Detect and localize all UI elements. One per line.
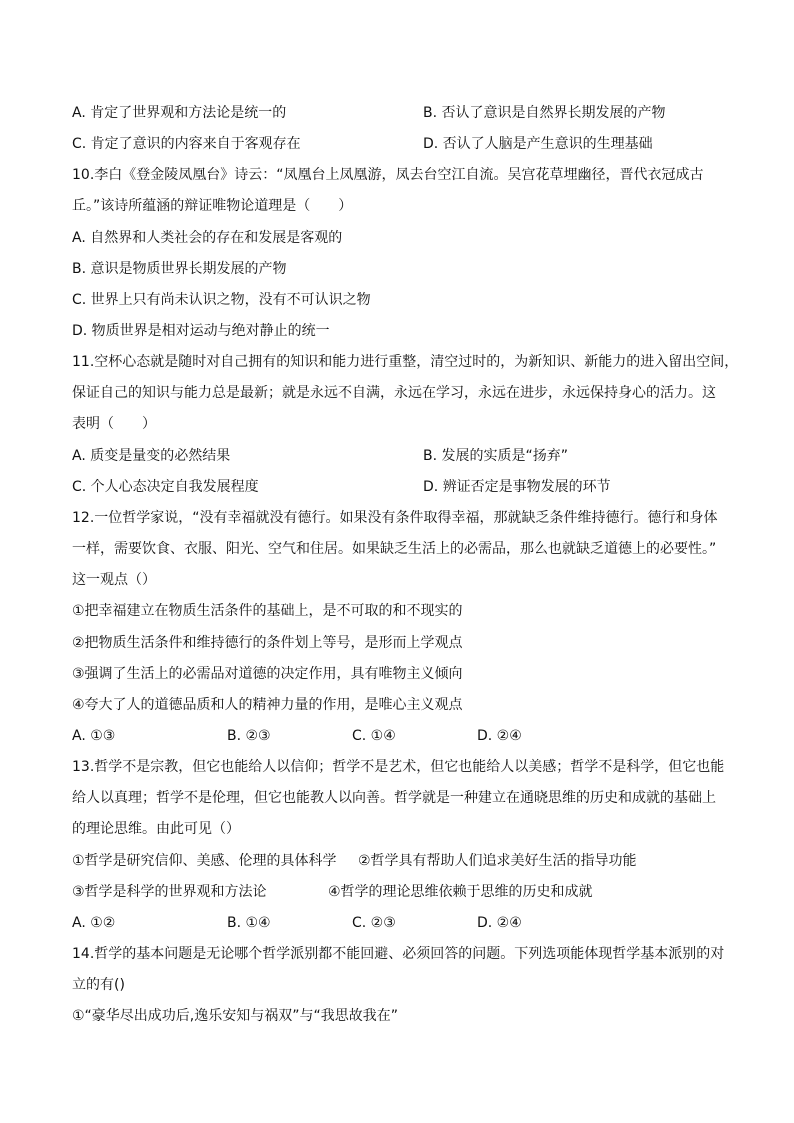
q11-options-row1 — [72, 447, 569, 465]
q10-option-d[interactable]: D. 物质世界是相对运动与绝对静止的统一 — [72, 323, 330, 339]
q11-options-row2 — [72, 478, 611, 496]
q10-option-a[interactable]: A. 自然界和人类社会的存在和发展是客观的 — [72, 230, 343, 246]
q13-statements-row1 — [72, 852, 637, 870]
q13-option-d[interactable]: D. ②④ — [477, 915, 522, 931]
q11-stem-line3: 表明（ ） — [72, 416, 156, 432]
q13-stem-line3: 的理论思维。由此可见（） — [72, 821, 240, 837]
q9-options-row1 — [72, 104, 666, 122]
q9-option-d[interactable]: D. 否认了人脑是产生意识的生理基础 — [423, 136, 653, 152]
q10-option-c[interactable]: C. 世界上只有尚未认识之物，没有不可认识之物 — [72, 292, 371, 308]
q12-option-b[interactable]: B. ②③ — [227, 728, 271, 744]
q11-option-b[interactable]: B. 发展的实质是“扬弃” — [423, 448, 569, 464]
q10-option-b[interactable]: B. 意识是物质世界长期发展的产物 — [72, 261, 287, 277]
q12-statement-2: ②把物质生活条件和维持德行的条件划上等号，是形而上学观点 — [72, 635, 463, 651]
q14-statement-1: ①“豪华尽出成功后,逸乐安知与祸双”与“我思故我在” — [72, 1008, 399, 1024]
q12-option-c[interactable]: C. ①④ — [352, 728, 396, 744]
q11-stem-line2: 保证自己的知识与能力总是最新；就是永远不自满，永远在学习，永远在进步，永远保持身心的活力。这 — [72, 385, 716, 401]
q13-statement-2: ②哲学具有帮助人们追求美好生活的指导功能 — [358, 853, 637, 869]
q12-statement-4: ④夸大了人的道德品质和人的精神力量的作用，是唯心主义观点 — [72, 697, 463, 713]
q12-statement-3: ③强调了生活上的必需品对道德的决定作用，具有唯物主义倾向 — [72, 666, 463, 682]
q11-option-a[interactable]: A. 质变是量变的必然结果 — [72, 448, 231, 464]
q13-option-b[interactable]: B. ①④ — [227, 915, 271, 931]
q9-option-c[interactable]: C. 肯定了意识的内容来自于客观存在 — [72, 136, 301, 152]
q11-stem-line1: 11.空杯心态就是随时对自己拥有的知识和能力进行重整，清空过时的，为新知识、新能力的进入留出空间， — [72, 354, 739, 370]
q10-stem-line2: 丘。”该诗所蕴涵的辩证唯物论道理是（ ） — [72, 198, 353, 214]
q13-option-c[interactable]: C. ②③ — [352, 915, 396, 931]
q9-option-a[interactable]: A. 肯定了世界观和方法论是统一的 — [72, 105, 287, 121]
q11-option-d[interactable]: D. 辨证否定是事物发展的环节 — [423, 479, 611, 495]
q13-stem-line2: 给人以真理；哲学不是伦理，但它也能教人以向善。哲学就是一种建立在通晓思维的历史和成就的基础上 — [72, 790, 716, 806]
q12-stem-line3: 这一观点（） — [72, 572, 156, 588]
q12-statement-1: ①把幸福建立在物质生活条件的基础上，是不可取的和不现实的 — [72, 603, 463, 619]
q14-stem-line1: 14.哲学的基本问题是无论哪个哲学派别都不能回避、必须回答的问题。下列选项能体现哲学基本派别的对 — [72, 946, 725, 962]
q13-statement-1: ①哲学是研究信仰、美感、伦理的具体科学 — [72, 853, 337, 869]
q12-stem-line2: 一样，需要饮食、衣服、阳光、空气和住居。如果缺乏生活上的必需品，那么也就缺乏道德上的必要性。” — [72, 541, 717, 557]
q12-option-d[interactable]: D. ②④ — [477, 728, 522, 744]
q13-statement-4: ④哲学的理论思维依赖于思维的历史和成就 — [328, 884, 593, 900]
q10-stem-line1: 10.李白《登金陵凤凰台》诗云：“凤凰台上凤凰游，凤去台空江自流。吴宫花草埋幽径，晋代衣冠成古 — [72, 167, 704, 183]
q11-option-c[interactable]: C. 个人心态决定自我发展程度 — [72, 479, 259, 495]
q13-statement-3: ③哲学是科学的世界观和方法论 — [72, 884, 267, 900]
q9-option-b[interactable]: B. 否认了意识是自然界长期发展的产物 — [423, 105, 666, 121]
q13-option-a[interactable]: A. ①② — [72, 915, 116, 931]
q13-statements-row2 — [72, 883, 593, 901]
q13-stem-line1: 13.哲学不是宗教，但它也能给人以信仰；哲学不是艺术，但它也能给人以美感；哲学不是科学，但它也能 — [72, 759, 725, 775]
q12-option-a[interactable]: A. ①③ — [72, 728, 116, 744]
q14-stem-line2: 立的有() — [72, 977, 125, 993]
q9-options-row2 — [72, 135, 653, 153]
q12-stem-line1: 12.一位哲学家说，“没有幸福就没有德行。如果没有条件取得幸福，那就缺乏条件维持德行。德行和身体 — [72, 510, 718, 526]
